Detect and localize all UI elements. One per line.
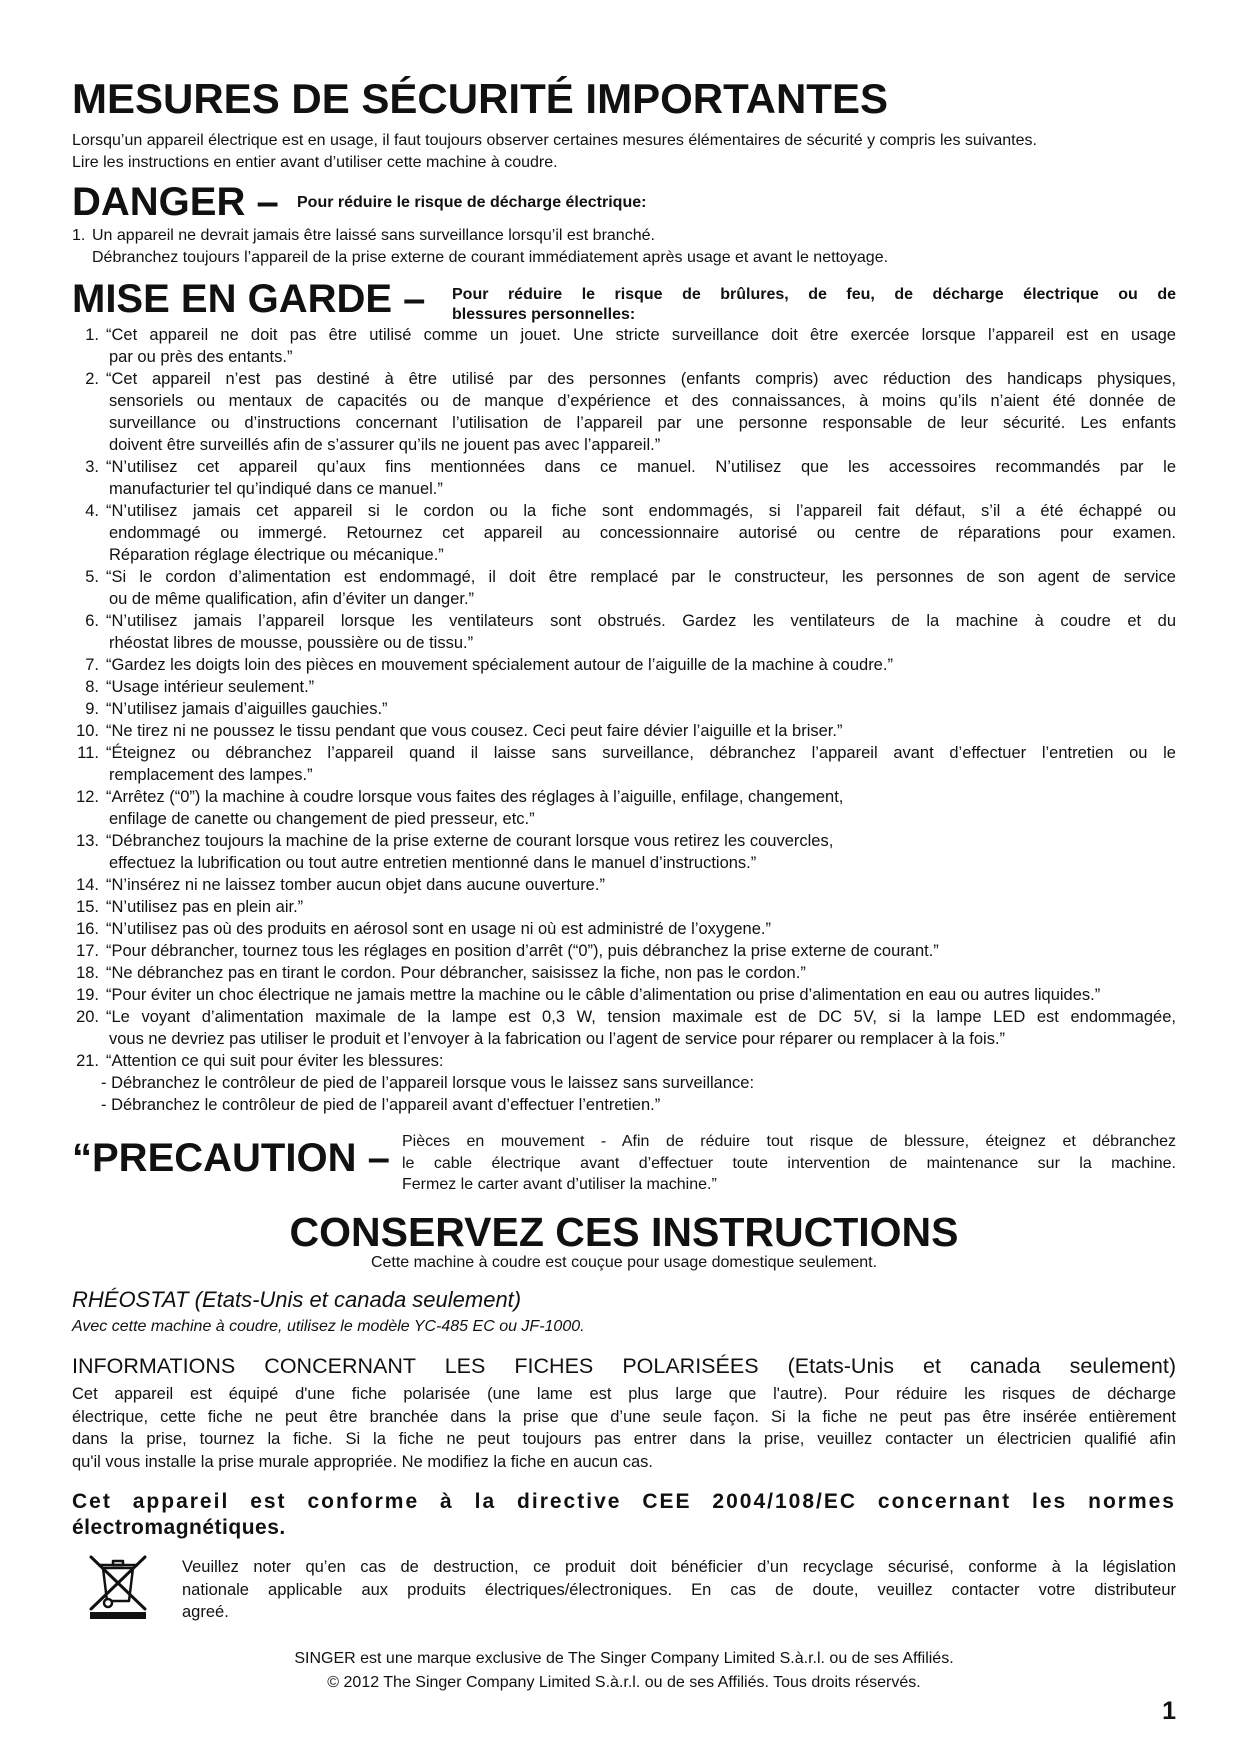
warning-heading: MISE EN GARDE –: [72, 277, 426, 321]
item-number: 18.: [76, 964, 99, 982]
item-text: [106, 786, 1176, 830]
paragraph-line: dans la prise, tournez la fiche. Si la fiche ne peut toujours pas entrer dans la prise, veuillez contacter un électricien qualifié afin: [72, 1430, 1176, 1448]
item-text: [106, 940, 1176, 962]
precaution-line: Fermez le carter avant d’utiliser la machine.”: [402, 1176, 717, 1193]
paragraph-line: électrique, cette fiche ne peut être branchée dans la prise que d’une seule façon. Si la fiche ne peut pas être insérée entièrement: [72, 1407, 1176, 1426]
list-item: [72, 786, 1176, 830]
emc-line: électromagnétiques.: [72, 1515, 286, 1539]
item-line: “N’utilisez jamais d’aiguilles gauchies.”: [106, 700, 388, 718]
item-text: [106, 456, 1176, 500]
precaution-heading: “PRECAUTION –: [72, 1136, 390, 1180]
item-line: “Éteignez ou débranchez l’appareil quand il laisse sans surveillance, débranchez l’appareil avant d’effectuer l’entretien ou le: [106, 744, 1176, 762]
list-item: [72, 500, 1176, 566]
item-number: 7.: [85, 656, 99, 674]
item-number: 1.: [85, 326, 99, 344]
item-line: Débranchez toujours l’appareil de la prise externe de courant immédiatement après usage et avant le nettoyage.: [92, 248, 889, 266]
item-line: “Cet appareil n’est pas destiné à être utilisé par des personnes (enfants compris) avec réduction des handicaps physiques,: [106, 370, 1176, 388]
item-line: “Usage intérieur seulement.”: [106, 678, 315, 696]
disposal-line: nationale applicable aux produits électriques/électroniques. En cas de doute, veuillez contacter votre distributeur: [182, 1580, 1176, 1599]
item-number: 17.: [76, 942, 99, 960]
precaution-line: Pièces en mouvement - Afin de réduire tout risque de blessure, éteignez et débranchez: [402, 1133, 1176, 1150]
save-instructions-heading: CONSERVEZ CES INSTRUCTIONS: [289, 1209, 959, 1255]
item-line: remplacement des lampes.”: [109, 766, 313, 784]
item-number: 1.: [72, 227, 86, 244]
item-number: 9.: [85, 700, 99, 718]
item-line: “N’utilisez jamais l’appareil lorsque les ventilateurs sont obstrués. Gardez les ventilateurs de la machine à coudre et du: [106, 612, 1176, 630]
item-line: “Débranchez toujours la machine de la prise externe de courant lorsque vous retirez les couvercles,: [106, 832, 834, 850]
item-line: “N’utilisez cet appareil qu’aux fins mentionnées dans ce manuel. N’utilisez que les accessoires recommandés par le: [106, 458, 1176, 476]
list-item: [72, 324, 1176, 368]
list-item: [72, 698, 1176, 720]
item-line: “Cet appareil ne doit pas être utilisé comme un jouet. Une stricte surveillance doit être exercée lorsque l’appareil est en usage: [106, 326, 1176, 344]
item-text: [106, 566, 1176, 610]
list-item: [72, 368, 1176, 456]
item-text: [101, 1050, 1176, 1116]
intro-line: Lorsqu’un appareil électrique est en usage, il faut toujours observer certaines mesures élémentaires de sécurité y compris les suivantes.: [72, 132, 1037, 149]
item-line: endommagé ou immergé. Retournez cet appareil au concessionnaire autorisé ou centre de réparations pour examen.: [109, 524, 1176, 542]
list-item: [72, 984, 1176, 1006]
disposal-line: agreé.: [182, 1603, 229, 1621]
item-number: 11.: [77, 744, 99, 762]
paragraph-line: qu'il vous installe la prise murale appropriée. Ne modifiez la fiche en aucun cas.: [72, 1452, 653, 1471]
trademark-line: SINGER est une marque exclusive de The Singer Company Limited S.à.r.l. ou de ses Affiliés.: [294, 1650, 954, 1667]
item-line: “Arrêtez (“0”) la machine à coudre lorsque vous faites des réglages à l’aiguille, enfilage, changement,: [106, 788, 844, 806]
item-line: doivent être surveillés afin de s’assurer qu’ils ne jouent pas avec l’appareil.”: [109, 436, 661, 454]
list-item: [72, 720, 1176, 742]
item-number: 16.: [76, 920, 99, 938]
list-item: [72, 830, 1176, 874]
item-line: Réparation réglage électrique ou mécanique.”: [109, 546, 444, 564]
item-number: 8.: [85, 678, 99, 696]
warning-list: [72, 324, 1176, 1116]
list-item: [72, 874, 1176, 896]
item-text: [106, 610, 1176, 654]
list-item: [72, 896, 1176, 918]
item-line: “N’insérez ni ne laissez tomber aucun objet dans aucune ouverture.”: [106, 876, 605, 894]
disposal-text: [182, 1556, 1176, 1624]
item-number: 12.: [76, 788, 99, 806]
item-text: [106, 742, 1176, 786]
precaution-line: le cable électrique avant d’effectuer toute intervention de maintenance sur la machine.: [402, 1154, 1176, 1172]
precaution-text: [402, 1131, 1176, 1196]
list-item: [72, 962, 1176, 984]
item-number: 14.: [76, 876, 99, 894]
paragraph-line: Cet appareil est équipé d'une fiche polarisée (une lame est plus large que l'autre). Pour réduire les risques de décharge: [72, 1385, 1176, 1403]
item-text: [106, 500, 1176, 566]
item-line: “Pour débrancher, tournez tous les réglages en position d’arrêt (“0”), puis débranchez la prise externe de courant.”: [106, 942, 939, 960]
item-number: 2.: [85, 370, 99, 388]
item-text: [106, 654, 1176, 676]
item-text: [106, 368, 1176, 456]
item-number: 5.: [85, 568, 99, 586]
page-title: MESURES DE SÉCURITÉ IMPORTANTES: [72, 75, 888, 122]
item-text: [106, 830, 1176, 874]
list-item: [72, 654, 1176, 676]
item-number: 19.: [76, 986, 99, 1004]
item-text: [106, 896, 1176, 918]
list-item: [72, 610, 1176, 654]
item-text: [106, 984, 1176, 1006]
item-line: - Débranchez le contrôleur de pied de l’appareil avant d’effectuer l’entretien.”: [101, 1096, 661, 1114]
item-line: “N’utilisez jamais cet appareil si le cordon ou la fiche sont endommagés, si l’appareil fait défaut, s’il a été échappé ou: [106, 502, 1176, 520]
item-line: par ou près des entants.”: [109, 348, 293, 366]
item-number: 20.: [76, 1008, 99, 1026]
item-line: “Si le cordon d’alimentation est endommagé, il doit être remplacé par le constructeur, les personnes de son agent de service: [106, 568, 1176, 586]
item-text: [106, 676, 1176, 698]
disposal-line: Veuillez noter qu’en cas de destruction, ce produit doit bénéficier d’un recyclage sécurisé, conforme à la législation: [182, 1558, 1176, 1576]
item-line: sensoriels ou mentaux de capacités ou de manque d’expérience et des connaissances, à moins qu’ils n’aient été donnée de: [109, 392, 1176, 410]
item-text: [106, 324, 1176, 368]
list-item: [72, 456, 1176, 500]
list-item: [72, 742, 1176, 786]
danger-heading: DANGER –: [72, 180, 279, 224]
danger-subheading: Pour réduire le risque de décharge électrique:: [297, 194, 647, 211]
item-line: enfilage de canette ou changement de pied presseur, etc.”: [109, 810, 535, 828]
item-line: “Gardez les doigts loin des pièces en mouvement spécialement autour de l’aiguille de la machine à coudre.”: [106, 656, 893, 674]
rheostat-heading: RHÉOSTAT (Etats-Unis et canada seulement): [72, 1287, 522, 1312]
item-number: 15.: [76, 898, 99, 916]
item-text: [106, 1006, 1176, 1050]
item-number: 13.: [76, 832, 99, 850]
item-line: surveillance ou d’instructions concernant l’utilisation de l’appareil par une personne responsable de leur sécurité. Les enfants: [109, 414, 1176, 432]
emc-line: Cet appareil est conforme à la directive CEE 2004/108/EC concernant les normes: [72, 1490, 1176, 1513]
item-line: “Ne tirez ni ne poussez le tissu pendant que vous cousez. Ceci peut faire dévier l’aiguille et la briser.”: [106, 722, 843, 740]
list-item: [72, 225, 1176, 268]
intro-line: Lire les instructions en entier avant d’utiliser cette machine à coudre.: [72, 153, 558, 171]
item-number: 4.: [85, 502, 99, 520]
item-line: rhéostat libres de mousse, poussière ou de tissu.”: [109, 634, 474, 652]
item-text: [106, 962, 1176, 984]
item-line: “Ne débranchez pas en tirant le cordon. Pour débrancher, saisissez la fiche, non pas le cordon.”: [106, 964, 806, 982]
intro: [72, 130, 1176, 173]
item-line: Un appareil ne devrait jamais être laissé sans surveillance lorsqu’il est branché.: [92, 227, 655, 244]
item-line: effectuez la lubrification ou tout autre entretien mentionné dans le manuel d’instructions.”: [109, 854, 757, 872]
item-line: manufacturier tel qu’indiqué dans ce manuel.”: [109, 480, 443, 498]
item-line: “N’utilisez pas en plein air.”: [106, 898, 304, 916]
item-line: “N’utilisez pas où des produits en aérosol sont en usage ni où est administré de l’oxygene.”: [106, 920, 771, 938]
item-number: 6.: [85, 612, 99, 630]
item-line: “Attention ce qui suit pour éviter les blessures:: [106, 1052, 444, 1070]
footer: [72, 1647, 1176, 1694]
list-item: [72, 1050, 1176, 1116]
item-text: [106, 720, 1176, 742]
item-line: vous ne devriez pas utiliser le produit et l’envoyer à la fabrication ou l’agent de service pour réparer ou remplacer à la fois.”: [109, 1030, 1006, 1048]
polarized-plug-heading: INFORMATIONS CONCERNANT LES FICHES POLARISÉES (Etats-Unis et canada seulement): [72, 1354, 1176, 1378]
item-text: [106, 874, 1176, 896]
polarized-plug-text: [72, 1383, 1176, 1473]
list-item: [72, 566, 1176, 610]
subheading-line: Pour réduire le risque de brûlures, de feu, de décharge électrique ou de: [452, 286, 1176, 303]
list-item: [72, 918, 1176, 940]
warning-subheading: [452, 285, 1176, 324]
item-text: [106, 918, 1176, 940]
household-use-note: Cette machine à coudre est couçue pour usage domestique seulement.: [370, 1254, 878, 1271]
item-line: “Pour éviter un choc électrique ne jamais mettre la machine ou le câble d’alimentation ou prise d’alimentation en eau ou autres liquides.”: [106, 986, 1101, 1004]
emc-statement: [72, 1489, 1176, 1541]
item-line: “Le voyant d’alimentation maximale de la lampe est 0,3 W, tension maximale est de DC 5V, si la lampe LED est endommagée,: [106, 1008, 1176, 1026]
crossed-out-wheelie-bin-icon: [85, 1552, 151, 1620]
item-number: 3.: [85, 458, 99, 476]
list-item: [72, 940, 1176, 962]
item-number: 21.: [76, 1052, 99, 1070]
item-text: [92, 225, 1176, 268]
item-number: 10.: [76, 722, 99, 740]
subheading-line: blessures personnelles:: [452, 305, 636, 323]
page-number: 1: [1162, 1697, 1176, 1725]
copyright-line: © 2012 The Singer Company Limited S.à.r.l. ou de ses Affiliés. Tous droits réservés.: [327, 1673, 921, 1691]
list-item: [72, 1006, 1176, 1050]
rheostat-text: Avec cette machine à coudre, utilisez le modèle YC-485 EC ou JF-1000.: [72, 1318, 585, 1335]
item-line: - Débranchez le contrôleur de pied de l’appareil lorsque vous le laissez sans surveillance:: [101, 1074, 755, 1092]
item-line: ou de même qualification, afin d’éviter un danger.”: [109, 590, 475, 608]
list-item: [72, 676, 1176, 698]
item-text: [106, 698, 1176, 720]
